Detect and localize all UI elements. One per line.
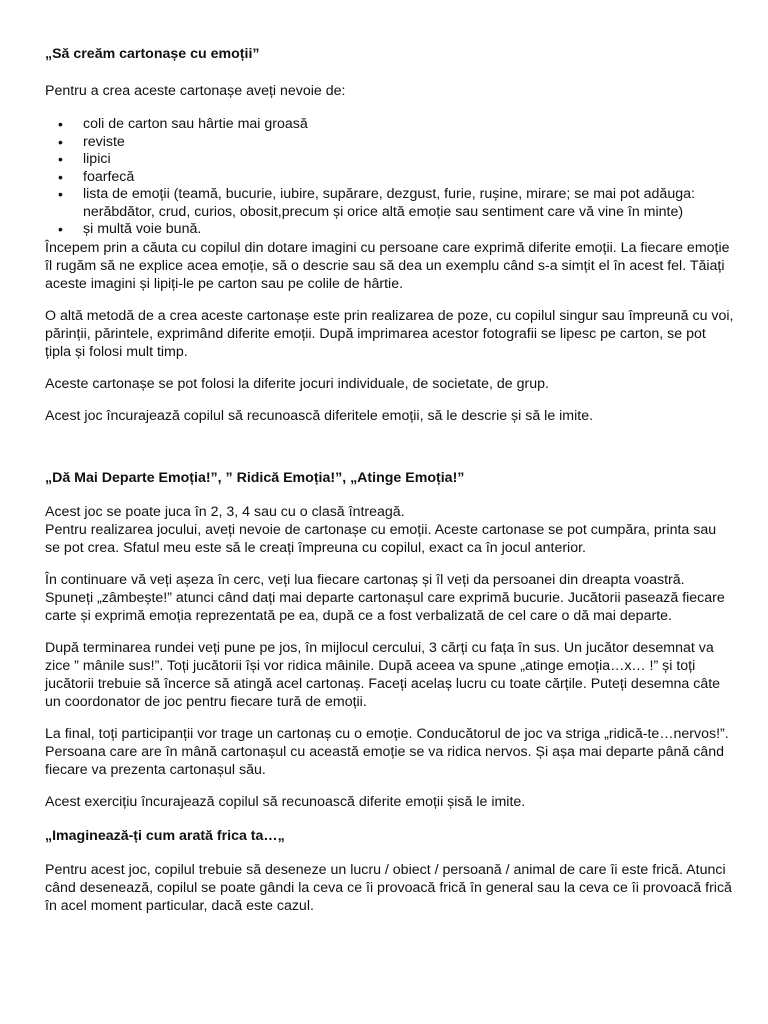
bullet-icon: •	[58, 221, 63, 237]
bullet-icon: •	[58, 133, 63, 150]
list-item: • și multă voie bună.	[58, 221, 202, 237]
section1-intro: Pentru a crea aceste cartonașe aveți nevoie de:	[45, 83, 346, 99]
list-item: • coli de carton sau hârtie mai groasă	[58, 116, 308, 132]
section1-paragraph: Aceste cartonașe se pot folosi la diferite jocuri individuale, de societate, de grup.	[45, 375, 549, 392]
list-item: • foarfecă	[58, 168, 135, 185]
section1-paragraph: Acest joc încurajează copilul să recunoască diferitele emoții, să le descrie și să le imite.	[45, 407, 594, 424]
section2-paragraph: La final, toți participanții vor trage un cartonaș cu o emoție. Conducătorul de joc va striga „ridică-te…nervos!”. Persoana care are în mână cartonașul cu această emoție se va ridica nervos. Și așa mai departe până când fiecare va prezenta cartonașul său.	[45, 725, 729, 778]
materials-list	[45, 116, 735, 239]
document-page	[45, 45, 735, 915]
section2-paragraph: După terminarea rundei veți pune pe jos, în mijlocul cercului, 3 cărți cu fața în sus. Un jucător desemnat va zice ” mânile sus!”. Toți jucătorii își vor ridica mâinile. După aceea va spune „atinge emoția…x… !” și toți jucătorii trebuie să încerce să atingă acel cartonaș. Faceți acelaș lucru cu toate cărțile. Puteți desemna câte un coordonator de joc pentru fiecare tură de emoții.	[45, 639, 721, 710]
section1-title: „Să creăm cartonașe cu emoții”	[45, 46, 260, 62]
section1-paragraph: O altă metodă de a crea aceste cartonașe este prin realizarea de poze, cu copilul singur sau împreună cu voi, părinții, părintele, exprimând diferite emoții. După imprimarea acestor fotografii se lipesc pe carton, se pot țipla și folosi mult timp.	[45, 307, 734, 360]
bullet-icon: •	[58, 116, 63, 132]
section2-paragraph: Pentru realizarea jocului, aveți nevoie de cartonașe cu emoții. Aceste cartonase se pot cumpăra, printa sau se pot crea. Sfatul meu este să le creați împreuna cu copilul, exact ca în jocul anterior.	[45, 521, 717, 556]
bullet-icon: •	[58, 168, 63, 185]
section1-paragraph: Începem prin a căuta cu copilul din dotare imagini cu persoane care exprimă diferite emoții. La fiecare emoție îl rugăm să ne explice acea emoție, să o descrie sau să dea un exemplu când s-a simțit el în acest fel. Tăiați aceste imagini și lipiți-le pe carton sau pe colile de hârtie.	[45, 239, 730, 292]
section2-paragraph: Acest exercițiu încurajează copilul să recunoască diferite emoții șisă le imite.	[45, 793, 526, 810]
section3-paragraph: Pentru acest joc, copilul trebuie să deseneze un lucru / obiect / persoană / animal de care îi este frică. Atunci când desenează, copilul se poate gândi la ceva ce îi provoacă frică în general sau la ceva ce îi provoacă frică în acel moment particular, dacă este cazul.	[45, 861, 732, 914]
list-item: • lista de emoții (teamă, bucurie, iubire, supărare, dezgust, furie, rușine, mirare; se mai pot adăuga: nerăbdător, crud, curios, obosit,precum și orice altă emoție sau sentiment care vă vine în minte)	[58, 186, 695, 220]
list-item: • reviste	[58, 133, 125, 150]
section3-title: „Imaginează-ți cum arată frica ta…„	[45, 827, 285, 844]
section2-paragraph: Acest joc se poate juca în 2, 3, 4 sau cu o clasă întreagă.	[45, 503, 405, 520]
section2-title: „Dă Mai Departe Emoția!”, ” Ridică Emoția!”, „Atinge Emoția!”	[45, 469, 465, 486]
list-item: • lipici	[58, 151, 111, 167]
section2-paragraph: În continuare vă veți așeza în cerc, veți lua fiecare cartonaș și îl veți da persoanei din dreapta voastră. Spuneți „zâmbește!” atunci când dați mai departe cartonașul care exprimă bucurie. Jucătorii pasează fiecare carte și exprimă emoția reprezentată pe ea, după ce a fost verbalizată de cel care o dă mai departe.	[45, 571, 725, 624]
bullet-icon: •	[58, 186, 63, 202]
bullet-icon: •	[58, 151, 63, 167]
